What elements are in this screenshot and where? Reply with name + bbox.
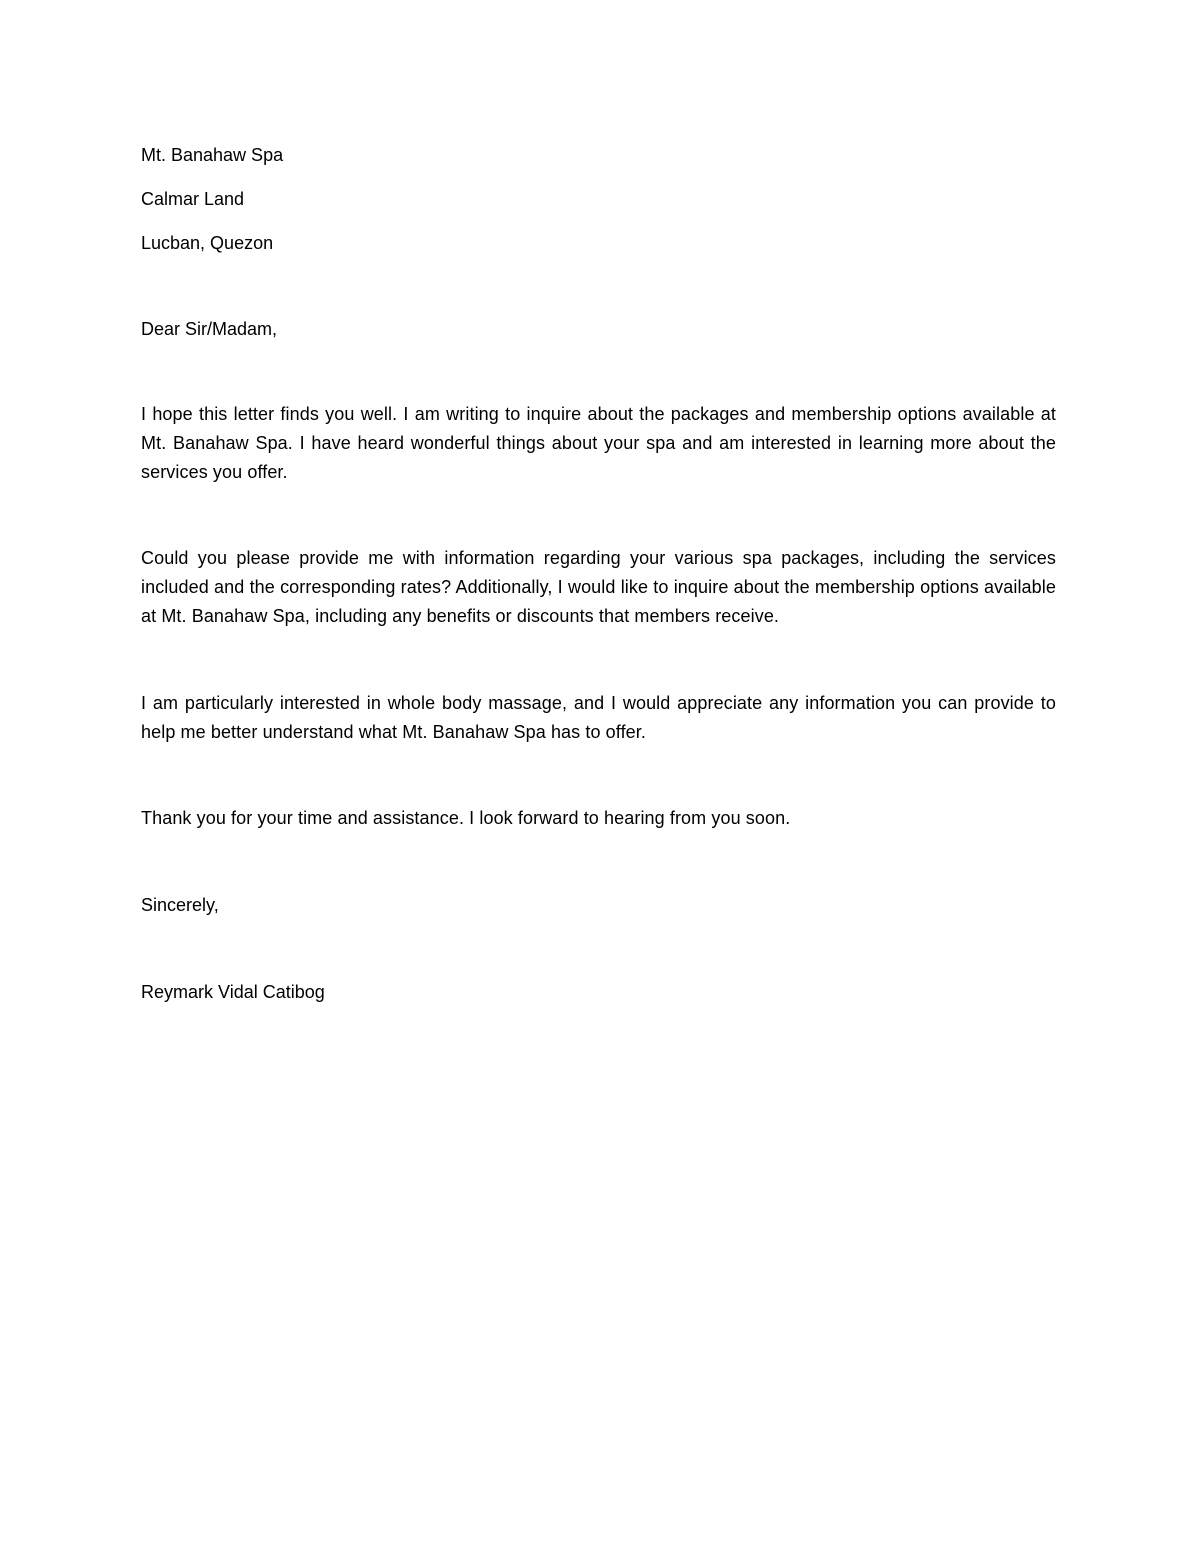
paragraph-thanks: Thank you for your time and assistance. I look forward to hearing from you soon. (141, 808, 791, 829)
paragraph-request: Could you please provide me with information regarding your various spa packages, including the services included and the corresponding rates? Additionally, I would like to inquire about the membership options available at Mt. Banahaw Spa, including any benefits or discounts that members receive. (141, 548, 1056, 626)
salutation: Dear Sir/Madam, (141, 319, 278, 339)
closing: Sincerely, (141, 895, 219, 916)
letter-body (141, 140, 1056, 1007)
signature-name: Reymark Vidal Catibog (141, 981, 325, 1002)
recipient-city: Lucban, Quezon (141, 233, 274, 253)
paragraph-intro: I hope this letter finds you well. I am writing to inquire about the packages and membership options available at Mt. Banahaw Spa. I have heard wonderful things about your spa and am interested in learning more about the services you offer. (141, 404, 1056, 482)
paragraph-interest: I am particularly interested in whole body massage, and I would appreciate any information you can provide to help me better understand what Mt. Banahaw Spa has to offer. (141, 692, 1056, 742)
recipient-name: Mt. Banahaw Spa (141, 145, 284, 165)
recipient-address (141, 140, 1056, 272)
recipient-street: Calmar Land (141, 189, 245, 209)
